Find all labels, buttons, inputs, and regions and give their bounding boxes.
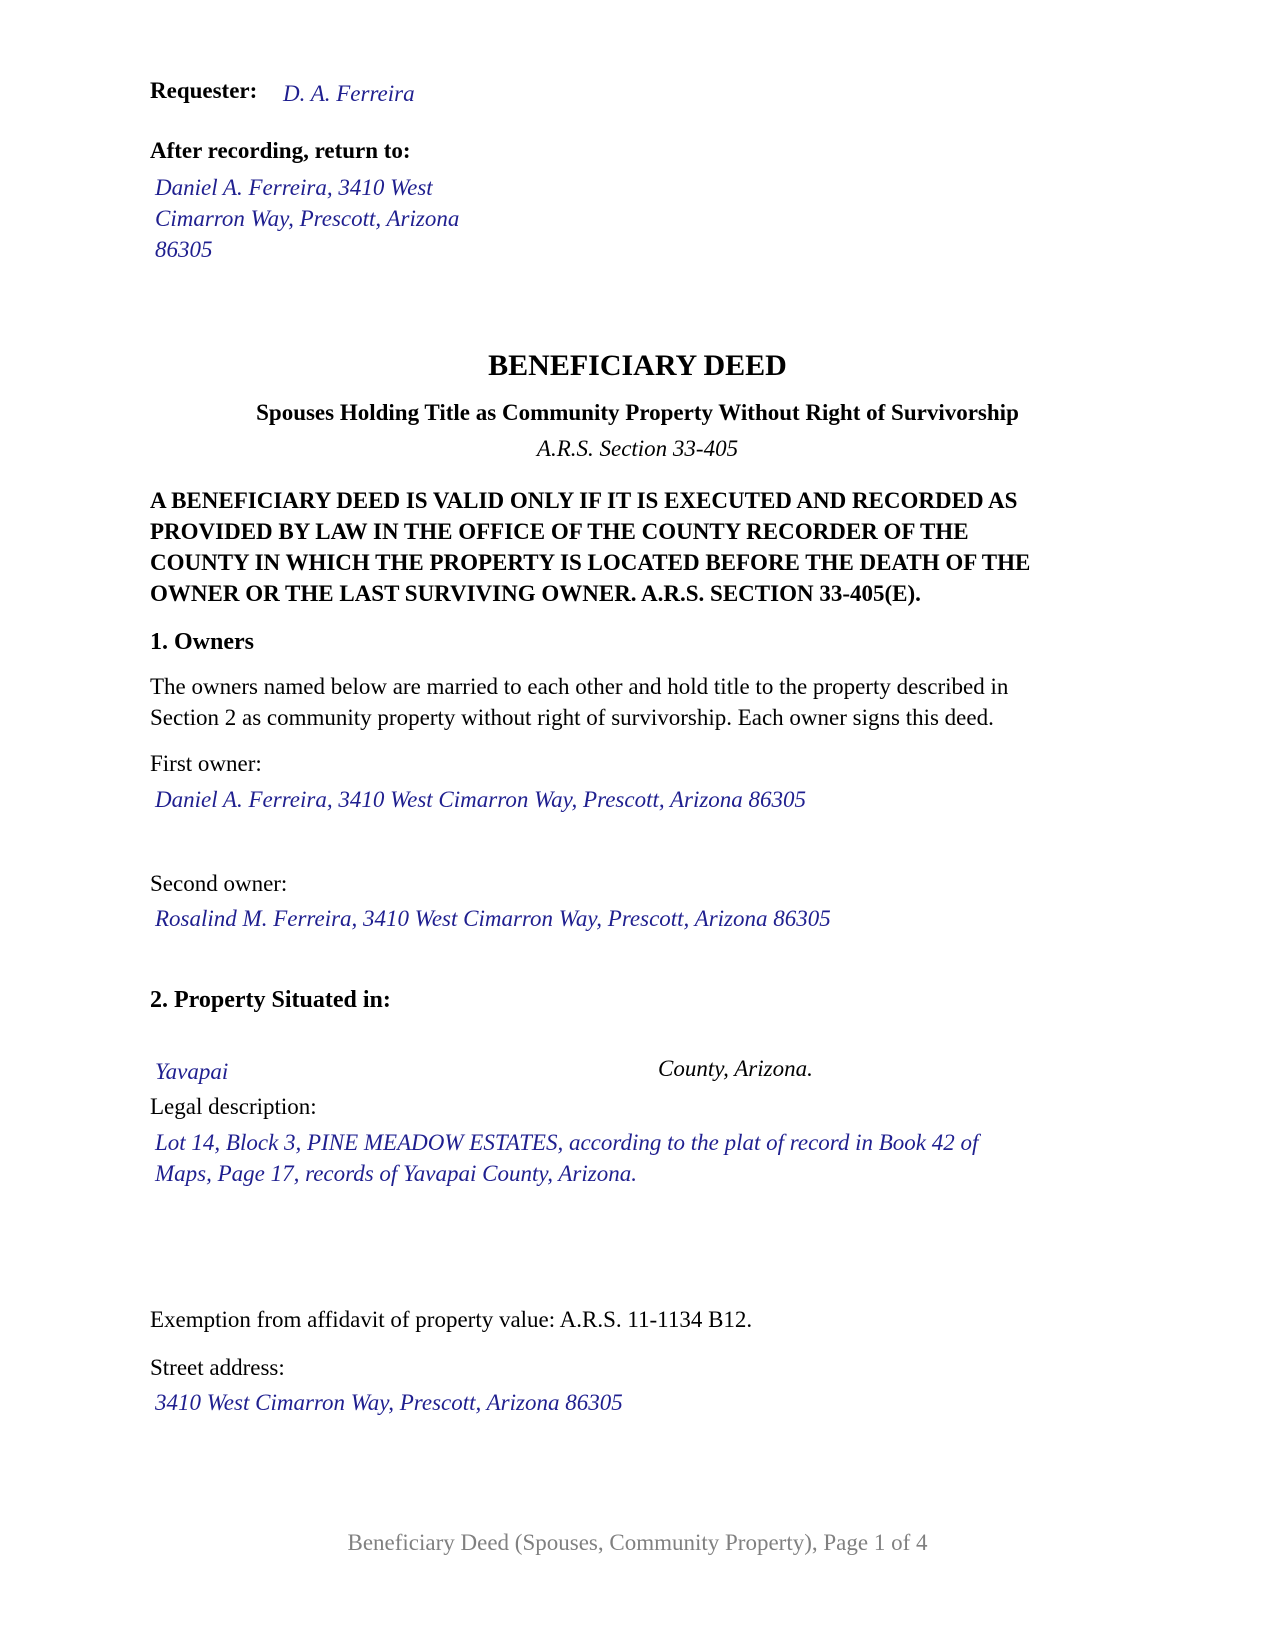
return-to-label: After recording, return to: — [150, 138, 411, 163]
first-owner-label: First owner: — [150, 751, 262, 776]
statute-reference: A.R.S. Section 33-405 — [536, 436, 739, 461]
warning-line: A BENEFICIARY DEED IS VALID ONLY IF IT IS EXECUTED AND RECORDED AS — [150, 488, 1018, 513]
return-to-address — [155, 172, 459, 265]
return-to-line: Cimarron Way, Prescott, Arizona — [155, 206, 460, 231]
document-title: BENEFICIARY DEED — [488, 349, 787, 382]
section-owners-text — [150, 671, 1008, 733]
return-to-line: Daniel A. Ferreira, 3410 West — [155, 175, 433, 200]
section-property-heading: 2. Property Situated in: — [150, 987, 391, 1013]
section-owners-line: The owners named below are married to each other and hold title to the property described in — [150, 674, 1009, 699]
requester-label: Requester: — [150, 78, 258, 103]
first-owner-value: Daniel A. Ferreira, 3410 West Cimarron Way, Prescott, Arizona 86305 — [155, 787, 807, 812]
warning-line: PROVIDED BY LAW IN THE OFFICE OF THE COUNTY RECORDER OF THE — [150, 519, 969, 544]
legal-description-label: Legal description: — [150, 1094, 317, 1119]
second-owner-value: Rosalind M. Ferreira, 3410 West Cimarron Way, Prescott, Arizona 86305 — [155, 906, 831, 931]
legal-warning — [150, 485, 1150, 609]
exemption-text: Exemption from affidavit of property value: A.R.S. 11-1134 B12. — [150, 1307, 753, 1332]
legal-description-line: Maps, Page 17, records of Yavapai County, Arizona. — [155, 1161, 637, 1186]
county-value: Yavapai — [155, 1059, 229, 1084]
second-owner-label: Second owner: — [150, 871, 288, 896]
street-address-label: Street address: — [150, 1355, 285, 1380]
legal-description-line: Lot 14, Block 3, PINE MEADOW ESTATES, according to the plat of record in Book 42 of — [155, 1130, 979, 1155]
return-to-line: 86305 — [155, 237, 213, 262]
page-footer: Beneficiary Deed (Spouses, Community Property), Page 1 of 4 — [347, 1530, 928, 1555]
section-owners-line: Section 2 as community property without right of survivorship. Each owner signs this deed. — [150, 705, 994, 730]
warning-line: OWNER OR THE LAST SURVIVING OWNER. A.R.S. SECTION 33-405(E). — [150, 581, 921, 606]
section-owners-heading: 1. Owners — [150, 629, 254, 655]
county-suffix: County, Arizona. — [658, 1056, 813, 1081]
requester-value: D. A. Ferreira — [283, 81, 415, 106]
warning-line: COUNTY IN WHICH THE PROPERTY IS LOCATED BEFORE THE DEATH OF THE — [150, 550, 1031, 575]
legal-description-value — [155, 1127, 978, 1189]
street-address-value: 3410 West Cimarron Way, Prescott, Arizona 86305 — [155, 1390, 623, 1415]
document-subtitle: Spouses Holding Title as Community Property Without Right of Survivorship — [256, 400, 1019, 425]
